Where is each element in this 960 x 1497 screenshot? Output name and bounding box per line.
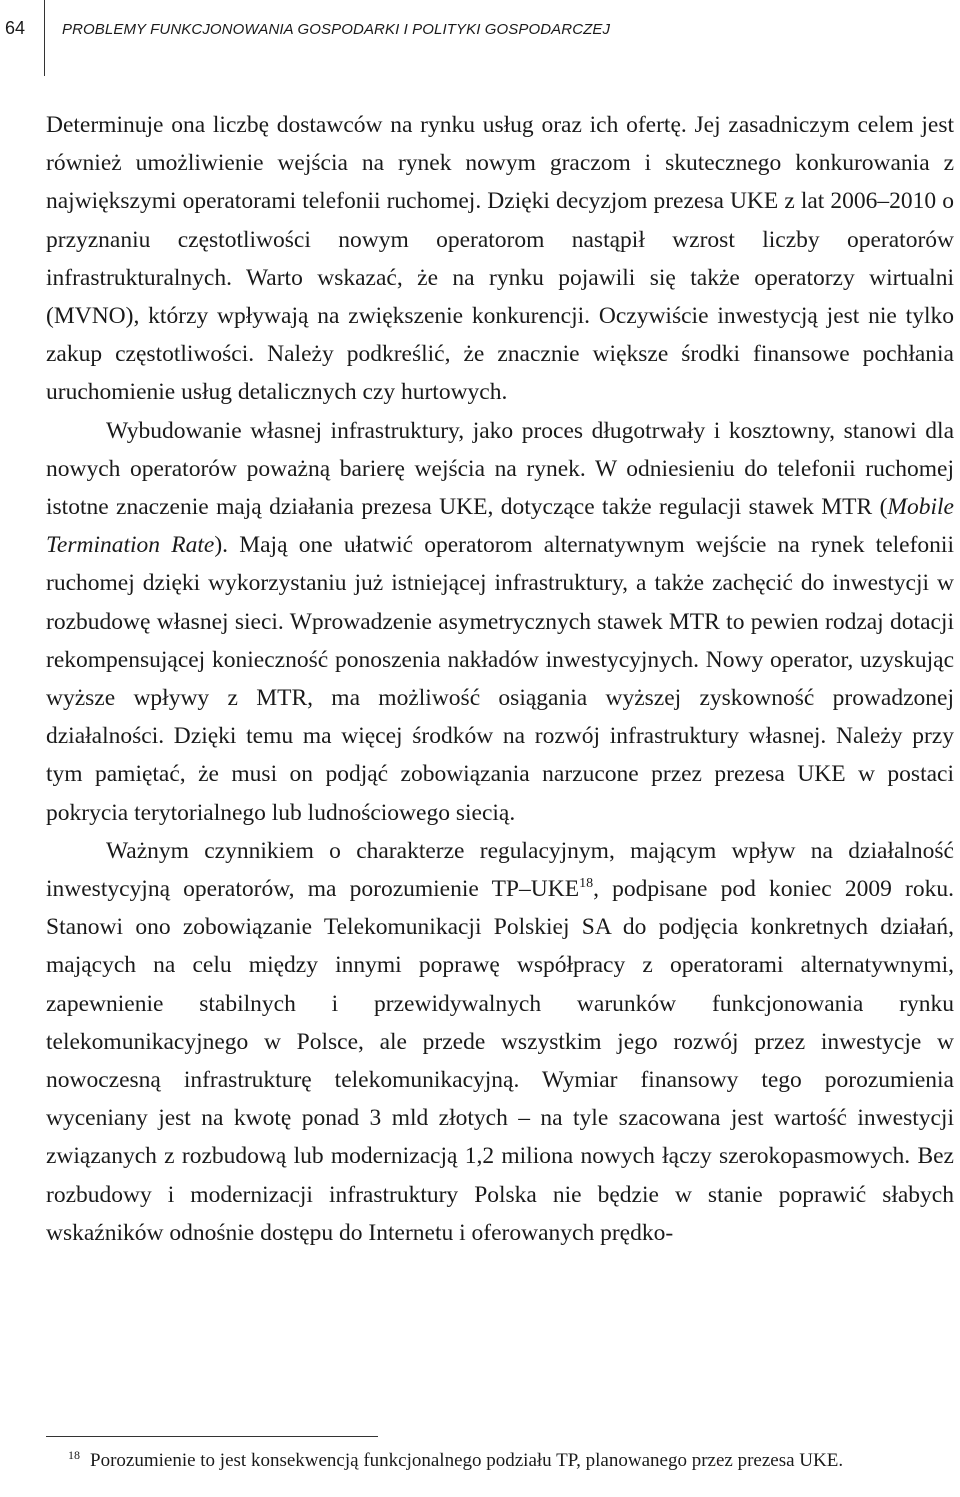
footnote: 18 Porozumienie to jest konsekwencją funkcjonalnego podziału TP, planowanego przez prezesa UKE. — [68, 1448, 844, 1471]
paragraph-2-text-start: Wybudowanie własnej infrastruktury, jako proces długotrwały i kosztowny, stanowi dla nowych operatorów poważną barierę wejścia na rynek. W odniesieniu do telefonii ruchomej istotne znaczenie mają działania prezesa UKE, dotyczące także regulacji stawek MTR ( — [46, 417, 954, 521]
header-divider — [44, 0, 45, 76]
paragraph-1 — [46, 106, 954, 412]
footnote-reference[interactable]: 18 — [579, 876, 594, 892]
paragraph-2 — [46, 412, 954, 832]
paragraph-2-text-end: ). Mają one ułatwić operatorom alternatywnym wejście na rynek telefonii ruchomej dzięki wykorzystaniu już istniejącej infrastruktury, a także zachęcić do inwestycji w rozbudowę własnej sieci. Wprowadzenie asymetrycznych stawek MTR to pewien rodzaj dotacji rekompensującej konieczność ponoszenia nakładów inwestycyjnych. Nowy operator, uzyskując wyższe wpływy z MTR, ma możliwość osiągania wyższej zyskowność prowadzonej działalności. Dzięki temu ma więcej środków na rozwój infrastruktury własnej. Należy przy tym pamiętać, że musi on podjąć zobowiązania narzucone przez prezesa UKE w postaci pokrycia terytorialnego lub ludnościowego siecią. — [46, 532, 954, 826]
paragraph-3-text-start: Ważnym czynnikiem o charakterze regulacyjnym, mającym wpływ na działalność inwestycyjną operatorów, ma porozumienie TP–UKE — [46, 837, 954, 903]
paragraph-3 — [46, 832, 954, 1252]
footnote-text: Porozumienie to jest konsekwencją funkcjonalnego podziału TP, planowanego przez prezesa UKE. — [90, 1450, 844, 1471]
paragraph-1-text: Determinuje ona liczbę dostawców na rynku usług oraz ich ofertę. Jej zasadniczym celem jest również umożliwienie wejścia na rynek nowym graczom i skutecznego konkurowania z największymi operatorami telefonii ruchomej. Dzięki decyzjom prezesa UKE z lat 2006–2010 o przyznaniu częstotliwości nowym operatorom nastąpił wzrost liczby operatorów infrastrukturalnych. Warto wskazać, że na rynku pojawili się także operatorzy wirtualni (MVNO), którzy wpływają na zwiększenie konkurencji. Oczywiście inwestycją jest nie tylko zakup częstotliwości. Należy podkreślić, że znacznie większe środki finansowe pochłania uruchomienie usług detalicznych czy hurtowych. — [46, 112, 954, 406]
paragraph-3-text-end: , podpisane pod koniec 2009 roku. Stanowi ono zobowiązanie Telekomunikacji Polskiej SA do podjęcia konkretnych działań, mających na celu między innymi poprawę współpracy z operatorami alternatywnymi, zapewnienie stabilnych i przewidywalnych warunków funkcjonowania rynku telekomunikacyjnego w Polsce, ale przede wszystkim jego rozwój przez inwestycje w nowoczesną infrastrukturę telekomunikacyjną. Wymiar finansowy tego porozumienia wyceniany jest na kwotę ponad 3 mld złotych – na tyle szacowana jest wartość inwestycji związanych z rozbudową lub modernizacją 1,2 miliona nowych łączy szerokopasmowych. Bez rozbudowy i modernizacji infrastruktury Polska nie będzie w stanie poprawić słabych wskaźników odnośnie dostępu do Internetu i oferowanych prędko- — [46, 876, 954, 1246]
main-text — [46, 106, 954, 1252]
italic-term: Mobile Termination Rate — [46, 494, 954, 559]
running-head: PROBLEMY FUNKCJONOWANIA GOSPODARKI I POLITYKI GOSPODARCZEJ — [62, 21, 611, 38]
page-number: 64 — [4, 18, 26, 38]
footnote-divider — [46, 1436, 378, 1437]
